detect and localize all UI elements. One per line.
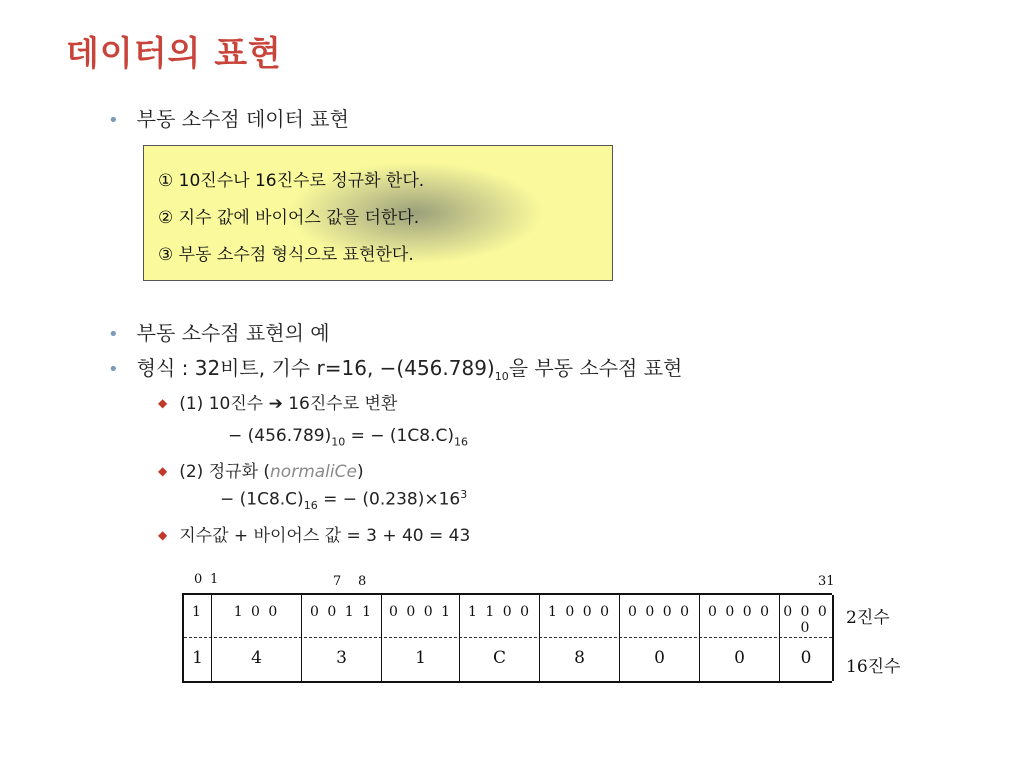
cell-bits: 1 xyxy=(192,604,203,620)
bullet-text: 부동 소수점 데이터 표현 xyxy=(136,107,349,131)
steps-box xyxy=(143,145,613,281)
cell-hex: 3 xyxy=(336,648,347,668)
exponent-cell-1 xyxy=(212,595,302,681)
mantissa-cell-2 xyxy=(460,595,540,681)
bullet-text-suffix: 을 부동 소수점 표현 xyxy=(508,356,683,380)
bit-position-1: 1 xyxy=(210,572,219,587)
cell-hex: 1 xyxy=(192,648,203,668)
formula-1-rhs: = − (1C8.C) xyxy=(345,426,454,446)
formula-1-lhs: − (456.789) xyxy=(228,426,332,446)
cell-bits: 0 0 0 1 xyxy=(389,604,452,620)
exponent-cell-2 xyxy=(302,595,382,681)
step-1 xyxy=(158,389,397,414)
subscript: 10 xyxy=(331,435,346,449)
step-2 xyxy=(158,457,364,482)
formula-2-rhs: = − (0.238)×16 xyxy=(317,489,461,510)
mantissa-cell-1 xyxy=(382,595,460,681)
step-2-suffix: ) xyxy=(356,462,364,482)
cell-hex: 0 xyxy=(734,648,745,668)
bit-position-31: 31 xyxy=(818,574,835,589)
cell-bits: 0 0 0 0 xyxy=(708,604,771,620)
superscript: 3 xyxy=(460,488,468,501)
slide-title: 데이터의 표현 xyxy=(66,34,282,74)
step-1-text: (1) 10진수 ➔ 16진수로 변환 xyxy=(179,394,398,414)
diamond-bullet-icon: ◆ xyxy=(158,396,168,410)
cell-hex: 8 xyxy=(574,648,585,668)
cell-bits: 1 0 0 xyxy=(233,604,280,620)
row-label-hex: 16진수 xyxy=(846,657,901,677)
formula-1 xyxy=(228,426,468,448)
bullet-dot-icon: • xyxy=(108,110,119,131)
mantissa-cell-6 xyxy=(780,595,834,681)
cell-bits: 1 0 0 0 xyxy=(548,604,611,620)
step-3 xyxy=(158,521,470,546)
cell-hex: 4 xyxy=(251,648,262,668)
mantissa-cell-4 xyxy=(620,595,700,681)
subscript: 10 xyxy=(494,370,509,383)
step-3-text: 지수값 + 바이어스 값 = 3 + 40 = 43 xyxy=(179,526,471,546)
bit-layout-diagram xyxy=(182,593,832,683)
mantissa-cell-3 xyxy=(540,595,620,681)
bullet-dot-icon: • xyxy=(108,324,119,345)
diamond-bullet-icon: ◆ xyxy=(158,528,168,542)
diamond-bullet-icon: ◆ xyxy=(158,464,168,478)
cell-bits: 1 1 0 0 xyxy=(468,604,531,620)
cell-bits: 0 0 0 0 xyxy=(628,604,691,620)
step-2-prefix: (2) 정규화 ( xyxy=(179,462,271,482)
cell-bits: 0 0 0 0 xyxy=(783,604,829,636)
bit-position-8: 8 xyxy=(358,574,367,589)
bit-position-0: 0 xyxy=(194,572,203,587)
bullet-format xyxy=(108,352,682,383)
bullet-text-prefix: 형식 : 32비트, 기수 r=16, −(456.789) xyxy=(136,356,495,380)
box-line-2: ② 지수 값에 바이어스 값을 더한다. xyxy=(158,208,420,228)
subscript: 16 xyxy=(453,435,468,449)
formula-2 xyxy=(220,488,467,512)
mantissa-cell-5 xyxy=(700,595,780,681)
formula-2-lhs: − (1C8.C) xyxy=(220,489,304,510)
sign-cell xyxy=(184,595,212,681)
bullet-dot-icon: • xyxy=(108,359,119,380)
bullet-example xyxy=(108,317,330,346)
box-line-1: ① 10진수나 16진수로 정규화 한다. xyxy=(158,171,425,191)
box-line-3: ③ 부동 소수점 형식으로 표현한다. xyxy=(158,245,414,265)
bullet-text: 부동 소수점 표현의 예 xyxy=(136,321,330,345)
cell-hex: C xyxy=(492,648,506,668)
cell-hex: 1 xyxy=(415,648,426,668)
bullet-float-repr xyxy=(108,103,349,132)
cell-bits: 0 0 1 1 xyxy=(310,604,373,620)
step-2-italic: normaliCe xyxy=(270,462,357,482)
cell-hex: 0 xyxy=(654,648,665,668)
bit-position-7: 7 xyxy=(333,574,342,589)
cell-hex: 0 xyxy=(800,648,812,668)
row-label-binary: 2진수 xyxy=(846,608,890,628)
subscript: 16 xyxy=(303,499,318,513)
